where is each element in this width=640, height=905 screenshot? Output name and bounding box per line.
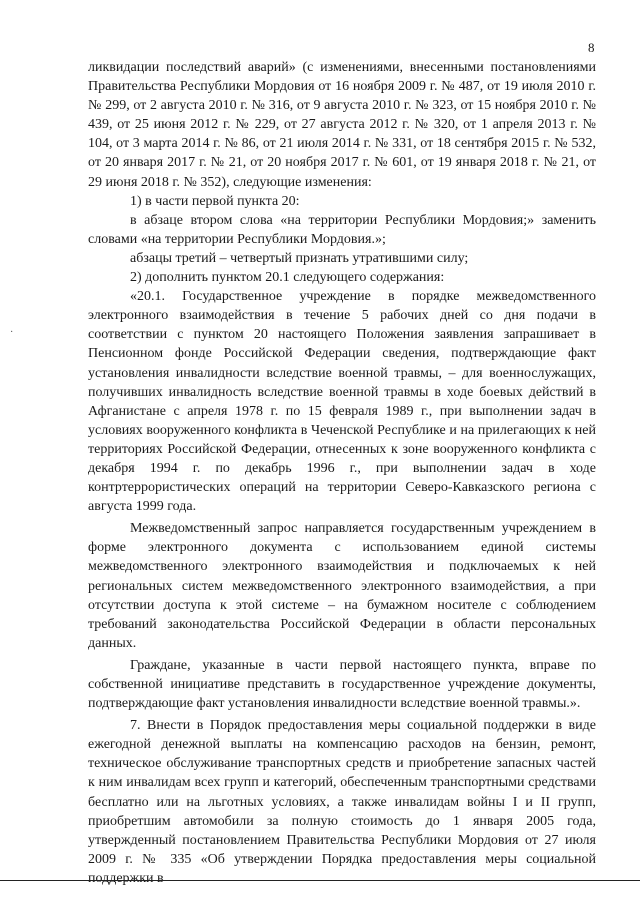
paragraph-repeal: абзацы третий – четвертый признать утратившими силу; — [130, 250, 469, 266]
margin-mark: · — [10, 327, 14, 338]
paragraph-interagency-request: Межведомственный запрос направляется государственным учреждением в форме электронного документа с использованием единой системы межведомственного электронного взаимодействия и подключаемых к ней региональных систем межведомственного электронного взаимодействия, а при отсутствии доступа к этой системе – на бумажном носителе с соблюдением требований законодательства Российской Федерации в области персональных данных. — [88, 521, 596, 651]
paragraph-replace-words: в абзаце втором слова «на территории Республики Мордовия;» заменить словами «на территории Республики Мордовия.»; — [88, 212, 596, 247]
paragraph-clause-20-1: «20.1. Государственное учреждение в порядке межведомственного электронного взаимодействия в течение 5 рабочих дней со дня подачи в соответствии с пунктом 20 настоящего Положения заявления запрашивает в Пенсионном фонде Российской Федерации сведения, подтверждающие факт установления инвалидности вследствие военной травмы, – для военнослужащих, получивших инвалидность вследствие военной травмы в ходе боевых действий в Афганистане с апреля 1978 г. по 15 февраля 1989 г., при выполнении задач в условиях вооруженного конфликта в Чеченской Республике и на прилегающих к ней территориях Российской Федерации, отнесенных к зоне вооруженного конфликта с декабря 1994 г. по декабрь 1996 г., при выполнении задач в ходе контртеррористических операций на территории Северо-Кавказского региона с августа 1999 года. — [88, 289, 596, 515]
paragraph-citizens-right: Граждане, указанные в части первой настоящего пункта, вправе по собственной инициативе представить в государственное учреждение документы, подтверждающие факт установления инвалидности вследствие военной травмы.». — [88, 657, 596, 712]
footer-rule — [0, 880, 640, 881]
paragraph-item-7: 7. Внести в Порядок предоставления меры социальной поддержки в виде ежегодной денежной выплаты на компенсацию расходов на бензин, ремонт, техническое обслуживание транспортных средств и приобретение запасных частей к ним инвалидам всех групп и категорий, обеспеченным транспортными средствами бесплатно или на льготных условиях, а также инвалидам войны I и II групп, приобретшим автомобили за полную стоимость до 1 января 2005 года, утвержденный постановлением Правительства Республики Мордовия от 27 июля 2009 г. № 335 «Об утверждении Порядка предоставления меры социальной поддержки в — [88, 718, 596, 886]
paragraph-item-1: 1) в части первой пункта 20: — [130, 193, 300, 209]
paragraph-item-2: 2) дополнить пунктом 20.1 следующего содержания: — [130, 270, 445, 286]
paragraph-intro-continuation: ликвидации последствий аварий» (с изменениями, внесенными постановлениями Правительства Республики Мордовия от 16 ноября 2009 г. № 487, от 19 июля 2010 г. № 299, от 2 августа 2010 г. № 316, от 9 августа 2010 г. № 323, от 15 ноября 2010 г. № 439, от 25 июня 2012 г. № 229, от 27 августа 2012 г. № 320, от 1 апреля 2013 г. № 104, от 3 марта 2014 г. № 86, от 21 июля 2014 г. № 331, от 18 сентября 2015 г. № 532, от 20 января 2017 г. № 21, от 20 ноября 2017 г. № 601, от 19 января 2018 г. № 21, от 29 июня 2018 г. № 352), следующие изменения: — [88, 60, 596, 190]
page-number: 8 — [588, 40, 595, 55]
document-body — [88, 58, 596, 888]
